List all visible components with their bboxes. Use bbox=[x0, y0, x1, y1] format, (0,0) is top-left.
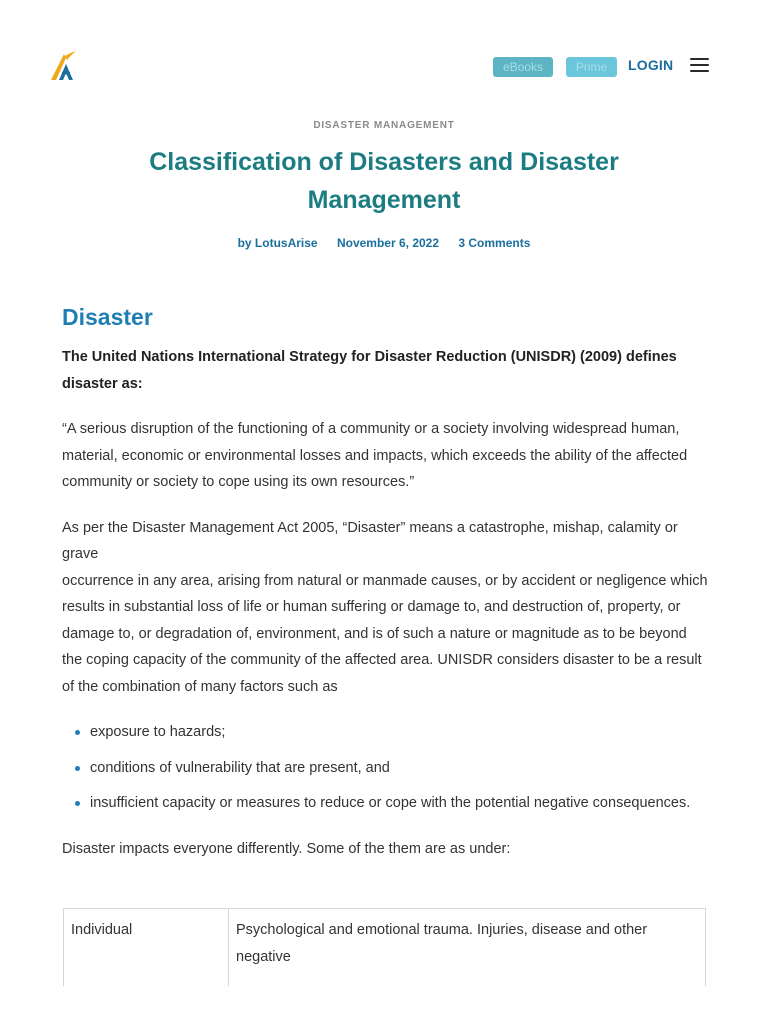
login-link[interactable]: LOGIN bbox=[628, 57, 674, 73]
page-bottom-margin bbox=[0, 986, 768, 1024]
table-cell-impact: Psychological and emotional trauma. Injuries, disease and other negative bbox=[236, 922, 648, 965]
section-heading: Disaster bbox=[62, 304, 153, 330]
comments-link[interactable]: 3 Comments bbox=[458, 236, 531, 250]
factors-list bbox=[90, 719, 708, 817]
hamburger-menu-icon[interactable] bbox=[690, 58, 709, 74]
prime-button[interactable]: Prime bbox=[566, 57, 617, 77]
dm-act-line1: As per the Disaster Management Act 2005, “Disaster” means a catastrophe, mishap, calamity or grave bbox=[62, 519, 678, 562]
unisdr-quote: “A serious disruption of the functioning of a community or a society involving widespread human, material, economic or environmental losses and impacts, which exceeds the ability of the affected community or society to cope using its own resources.” bbox=[62, 421, 688, 490]
date-link[interactable]: November 6, 2022 bbox=[336, 236, 440, 250]
ebooks-button[interactable]: eBooks bbox=[493, 57, 553, 77]
dm-act-line2: occurrence in any area, arising from natural or manmade causes, or by accident or negligence which results in substantial loss of life or human suffering or damage to, and destruction of, property, or damage to, or degradation of, environment, and is of such a nature or magnitude as to be beyond the coping capacity of the community of the affected area. UNISDR considers disaster to be a result of the combination of many factors such as bbox=[62, 572, 708, 695]
list-item: exposure to hazards; bbox=[90, 719, 708, 746]
list-item: conditions of vulnerability that are present, and bbox=[90, 755, 708, 782]
article-title: Classification of Disasters and Disaster Management bbox=[149, 148, 619, 214]
list-item: insufficient capacity or measures to reduce or cope with the potential negative consequences. bbox=[90, 790, 708, 817]
author-link[interactable]: by LotusArise bbox=[237, 236, 318, 250]
site-header bbox=[0, 0, 768, 110]
table-cell-category: Individual bbox=[64, 909, 229, 999]
impacts-table bbox=[63, 908, 706, 998]
unisdr-intro: The United Nations International Strategy for Disaster Reduction (UNISDR) (2009) defines disaster as: bbox=[62, 349, 677, 392]
article-category[interactable]: DISASTER MANAGEMENT bbox=[313, 120, 455, 131]
dm-act-paragraph bbox=[62, 515, 708, 701]
impacts-intro: Disaster impacts everyone differently. Some of the them are as under: bbox=[62, 840, 511, 857]
article-meta bbox=[0, 236, 768, 250]
lotusarise-logo-icon[interactable] bbox=[48, 50, 78, 82]
article-body bbox=[62, 300, 708, 881]
